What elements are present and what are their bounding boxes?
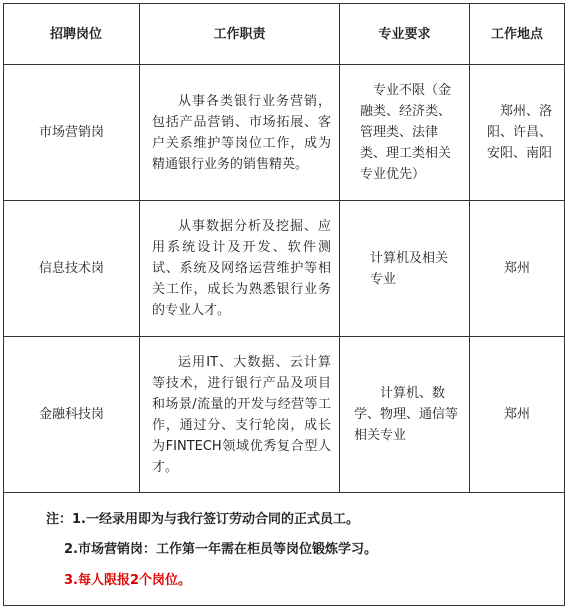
row-position: 金融科技岗 (4, 337, 140, 493)
row-duties-text: 运用IT、大数据、云计算等技术，进行银行产品及项目和场景/流量的开发与经营等工作，通过分、支行轮岗，成长为FINTECH领域优秀复合型人才。 (152, 354, 331, 475)
row-major (340, 337, 470, 493)
note-3-text: 每人限报2个岗位。 (77, 573, 192, 588)
row-duties (140, 65, 340, 201)
table-row (4, 65, 565, 201)
row-major-text: 计算机、数学、物理、通信等相关专业 (354, 386, 459, 443)
row-major-text: 计算机及相关专业 (370, 250, 449, 287)
header-location-label: 工作地点 (491, 26, 544, 42)
row-major (340, 65, 470, 201)
row-location: 郑州 (470, 337, 565, 493)
note-1: 注：1.一经录用即为与我行签订劳动合同的正式员工。 (46, 512, 359, 527)
row-duties (140, 337, 340, 493)
header-position: 招聘岗位 (4, 4, 140, 65)
recruitment-table (3, 3, 565, 606)
row-major (340, 201, 470, 337)
row-duties-text: 从事数据分析及挖掘、应用系统设计及开发、软件测试、系统及网络运营维护等相关工作，成长为熟悉银行业务的专业人才。 (152, 219, 331, 318)
row-location (470, 65, 565, 201)
row-duties (140, 201, 340, 337)
row-location-text: 郑州、洛阳、许昌、安阳、南阳 (486, 104, 552, 161)
header-major: 专业要求 (340, 4, 470, 65)
note-3 (64, 570, 191, 591)
table-row (4, 201, 565, 337)
row-position: 信息技术岗 (4, 201, 140, 337)
header-duties: 工作职责 (140, 4, 340, 65)
notes-cell (4, 493, 565, 606)
note-2: 2.市场营销岗：工作第一年需在柜员等岗位锻炼学习。 (64, 542, 377, 557)
note-3-number: 3. (64, 573, 78, 588)
row-location: 郑州 (470, 201, 565, 337)
row-duties-text: 从事各类银行业务营销，包括产品营销、市场拓展、客户关系维护等岗位工作，成为精通银行业务的销售精英。 (152, 93, 331, 172)
header-location (470, 4, 565, 65)
table-header-row (4, 4, 565, 65)
notes-row (4, 493, 565, 606)
row-major-text: 专业不限（金融类、经济类、管理类、法律类、理工类相关专业优先） (360, 83, 452, 182)
row-position: 市场营销岗 (4, 65, 140, 201)
table-row (4, 337, 565, 493)
